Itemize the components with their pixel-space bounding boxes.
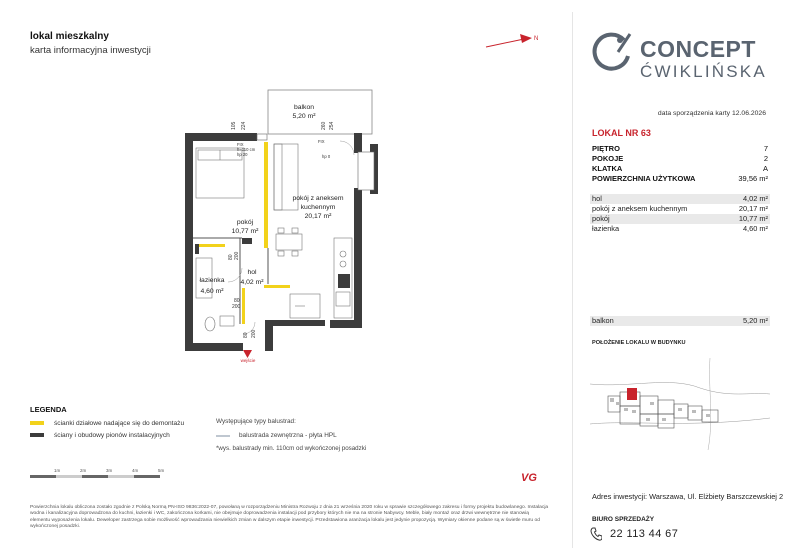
room-label-balkon: balkon (293, 104, 315, 111)
room-row: balkon 5,20 m² (592, 316, 768, 325)
location-title: POŁOŻENIE LOKALU W BUDYNKU (592, 340, 686, 346)
window-note: hp 20 (237, 152, 248, 157)
info-row: PIĘTRO 7 (592, 144, 768, 153)
legend-item-demountable: ścianki działowe nadające się do demontażu (30, 418, 184, 428)
concept-logo-icon (590, 30, 634, 74)
info-row: POKOJE 2 (592, 154, 768, 163)
balustrade-item: balustrada zewnętrzna - płyta HPL (216, 432, 337, 439)
window-note: hp 0 (322, 154, 331, 159)
rooms-table (590, 194, 770, 234)
building-location-map (590, 358, 770, 450)
dim-label: 200 (232, 304, 241, 310)
brand-name: CONCEPT (640, 36, 756, 62)
phone-icon (590, 527, 602, 541)
scale-label: 1m (54, 468, 61, 473)
window-note: h=110 cm (237, 147, 256, 152)
scale-label: 3m (106, 468, 113, 473)
room-area-lazienka: 4,60 m² (200, 288, 224, 295)
balustrade-swatch (216, 435, 230, 437)
north-arrow-icon (484, 30, 544, 52)
entrance-label: wejście (240, 358, 256, 363)
svg-text:N: N (534, 36, 539, 42)
dim-label: 200 (234, 251, 240, 260)
brand-location: ĆWIKLIŃSKA (640, 62, 767, 81)
balustrade-note: *wys. balustrady min. 110cm od wykończonej posadzki (216, 445, 367, 452)
room-label-lazienka: łazienka (199, 277, 225, 284)
room-label-pokoj: pokój (236, 219, 254, 226)
dim-label: 254 (329, 121, 335, 130)
unit-number: LOKAL NR 63 (592, 128, 651, 138)
dim-label: 105 (231, 121, 237, 130)
info-row: KLATKA A (592, 164, 768, 173)
entrance-arrow-icon (243, 350, 252, 358)
dim-label: 80 (243, 332, 249, 338)
vg-logo: VG (521, 472, 537, 484)
legend-title: LEGENDA (30, 405, 67, 414)
info-row: POWIERZCHNIA UŻYTKOWA 39,56 m² (592, 174, 768, 183)
document-title: lokal mieszkalny (30, 31, 109, 42)
window-note: FIX (237, 142, 244, 147)
unit-info-table (592, 144, 768, 184)
room-label-hol: hol (247, 269, 257, 276)
room-area-pokoj: 10,77 m² (231, 228, 259, 235)
balustrade-title: Występujące typy balustrad: (216, 418, 296, 425)
document-subtitle: karta informacyjna inwestycji (30, 45, 151, 56)
room-row: pokój 10,77 m² (592, 214, 768, 223)
sales-office-label: BIURO SPRZEDAŻY (592, 516, 655, 523)
column-divider (572, 12, 573, 548)
card-date: data sporządzenia karty 12.06.2026 (657, 110, 766, 117)
dim-label: 260 (321, 121, 327, 130)
dim-label: 80 (228, 254, 234, 260)
room-area-kitchen: 20,17 m² (304, 213, 332, 220)
scale-label: 2m (80, 468, 87, 473)
balkon-table (590, 316, 770, 326)
scale-bar (30, 466, 190, 480)
dim-label: 224 (241, 121, 247, 130)
scale-label: 4m (132, 468, 139, 473)
room-area-hol: 4,02 m² (240, 279, 264, 286)
legend-swatch-yellow (30, 421, 44, 425)
investment-address: Adres inwestycji: Warszawa, Ul. Elżbiety Barszczewskiej 2 (592, 492, 784, 501)
room-label-kitchen: pokój z aneksem (292, 195, 344, 202)
sales-phone-number[interactable]: 22 113 44 67 (610, 528, 679, 540)
floor-plan (180, 88, 390, 363)
room-row: hol 4,02 m² (592, 194, 768, 203)
dim-label: 80 (234, 298, 240, 304)
legend-item-walls: ściany i obudowy pionów instalacyjnych (30, 430, 170, 440)
room-row: łazienka 4,60 m² (592, 224, 768, 233)
room-label-kitchen-2: kuchennym (300, 204, 336, 211)
legal-footnote: Powierzchnia lokalu obliczona zostało zgodnie z Polską Normą PN-ISO 9836:2022-07, powołaną w rozporządzeniu Ministra Rozwoju z dnia 21 września 2020 roku w sprawie szczegółowego zakresu i formy projektu budowlanego. Instalacja wodna i kanalizacyjna doprowadzona do kuchni, łazienki i WC, zakończona korkami, nie obejmuje doprowadzenia instalacji pod przybory których nie ma na stronie Nabywcy. Meble, biały montaż oraz drzwi wewnętrzne nie stanowią elementu wyposażenia lokalu. Deweloper zastrzega sobie możliwość wprowadzania niewielkich zmian w dalszym etapie inwestycji. Przedstawiona aranżacja lokalu jest jedynie propozycją. Wymiary okienne podane są w świetle muru od wykończonej posadzki. (30, 505, 549, 530)
legend-swatch-dark (30, 433, 44, 437)
room-area-balkon: 5,20 m² (292, 113, 316, 120)
window-note: FIX (318, 139, 325, 144)
balcony-outline (268, 90, 372, 134)
dim-label: 200 (251, 329, 257, 338)
room-row: pokój z aneksem kuchennym 20,17 m² (592, 204, 768, 213)
scale-label: 5m (158, 468, 165, 473)
